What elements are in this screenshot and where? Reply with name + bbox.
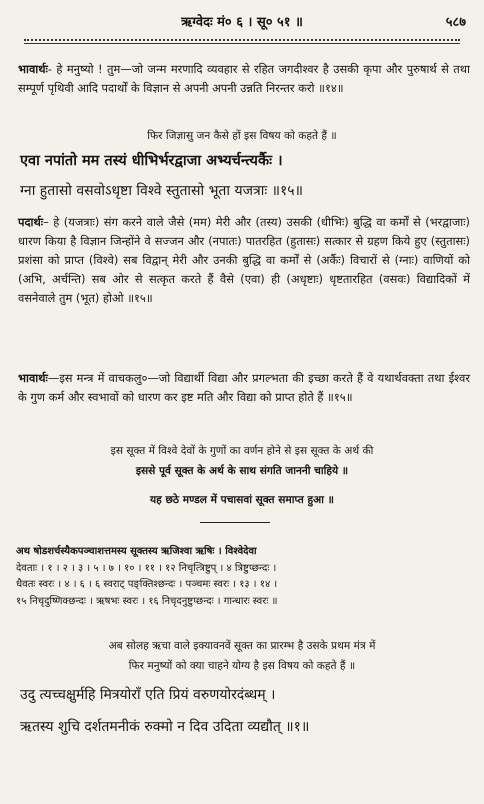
running-title: ऋग्वेदः मं० ६ । सू० ५१ ॥: [181, 15, 303, 30]
bhavartha-label: भावार्थः: [18, 62, 48, 76]
meta-line-2: देवताः । १ । २ । ३ । ५ । ७ । १० । ११ । १२ निचृत्त्रिष्टुप् । ४ त्रिष्टुप्छन्दः ।: [16, 562, 277, 574]
padartha-paragraph: [18, 213, 470, 308]
mantra-2-line-1: उदु त्यच्चक्षुर्महि मित्रयोराँ एति प्रियं वरुणयोरदंब्धम् ।: [20, 687, 276, 703]
mantra-1-line-2: ग्ना हुतासो वसवोऽधृष्टा विश्वे स्तुतासो भूता यजत्राः ॥१५॥: [20, 183, 303, 199]
section-divider: [200, 522, 270, 523]
mantra-1-line-1: एवा नपांतो मम तस्यं धीभिर्भरद्वाजा अभ्यर्चन्त्यर्कैः ।: [20, 153, 283, 169]
mantra-2-line-2: ऋतस्य शुचि दर्शतमनीकं रुक्मो न दिव उदिता व्यद्यौत् ॥१॥: [20, 719, 310, 735]
padartha-label: पदार्थः: [18, 215, 44, 229]
summary-line-1: इस सूक्त में विश्वे देवों के गुणों का वर्णन होने से इस सूक्त के अर्थ की: [110, 445, 374, 457]
summary-line-2: इससे पूर्व सूक्त के अर्थ के साथ संगति जाननी चाहिये ॥: [135, 465, 349, 477]
sukta-metadata: [16, 544, 470, 610]
intro-2-line-2: फिर मनुष्यों को क्या चाहने योग्य है इस विषय को कहते हैं ॥: [128, 660, 356, 672]
bhavartha-text-2: —इस मन्त्र में वाचकलु०—जो विद्यार्थी विद्या और प्रगल्भता की इच्छा करते हैं वे यथार्थवक्ता तथा ईश्वर के गुण कर्म और स्वभावों को धारण कर इष्ट मति और विद्या को प्राप्त होते हैं ॥१५॥: [18, 371, 470, 404]
header-rule: [24, 39, 460, 41]
meta-line-1: अथ षोडशर्चस्यैकपञ्चाशत्तमस्य सूक्तस्य ऋजिश्वा ऋषिः । विश्वेदेवा: [16, 546, 257, 557]
meta-line-4: १५ निचृदुष्णिक्छन्दः । ऋषभः स्वरः । १६ निचृदनुष्टुप्छन्दः । गान्धारः स्वरः ॥: [16, 595, 278, 607]
meta-line-3: धैवतः स्वरः । ४ । ६ । ६ स्वराट् पङ्क्तिश्छन्दः । पञ्चमः स्वरः । १३ । १४ ।: [16, 579, 278, 590]
bhavartha-paragraph-2: [18, 369, 470, 407]
intro-2-line-1: अब सोलह ऋचा वाले इक्यावनवें सूक्त का प्रारम्भ है उसके प्रथम मंत्र में: [108, 640, 376, 652]
page-header: [14, 12, 470, 32]
page-number: ५८७: [445, 15, 466, 30]
padartha-text: – हे (यजत्राः) संग करने वाले जैसे (मम) मेरी और (तस्य) उसकी (धीभिः) बुद्धि वा कर्मों से (भरद्वाजाः) धारण किया है विज्ञान जिन्होंने वे सज्जन और (नपातः) पातरहित (हुतासः) सत्कार से ग्रहण किये हुए (स्तुतासः) प्रशंसा को प्राप्त (विश्वे) सब विद्वान् मेरी और उनकी बुद्धि वा कर्मों से (अर्कैः) विचारों से (ग्नाः) वाणियों को (अभि, अर्चन्ति) सब ओर से सत्कृत करते हैं वैसे (एवा) ही (अधृष्टाः) धृष्टतारहित (वसवः) विद्यादिकों में वसनेवाले तुम (भूत) होओ ॥१५॥: [18, 215, 470, 305]
bhavartha-paragraph-1: [18, 60, 470, 98]
intro-line-1: फिर जिज्ञासु जन कैसे हों इस विषय को कहते हैं ॥: [147, 130, 337, 142]
bhavartha-text: - हे मनुष्यो ! तुम—जो जन्म मरणादि व्यवहार से रहित जगदीश्वर है उसकी कृपा और पुरुषार्थ से तथा सम्पूर्ण पृथिवी आदि पदार्थों के विज्ञान से अपनी अपनी उन्नति निरन्तर करो ॥१४॥: [18, 62, 470, 95]
closing-line: यह छठे मण्डल में पचासवां सूक्त समाप्त हुआ ॥: [150, 494, 334, 506]
bhavartha-label-2: भावार्थः: [18, 371, 48, 385]
